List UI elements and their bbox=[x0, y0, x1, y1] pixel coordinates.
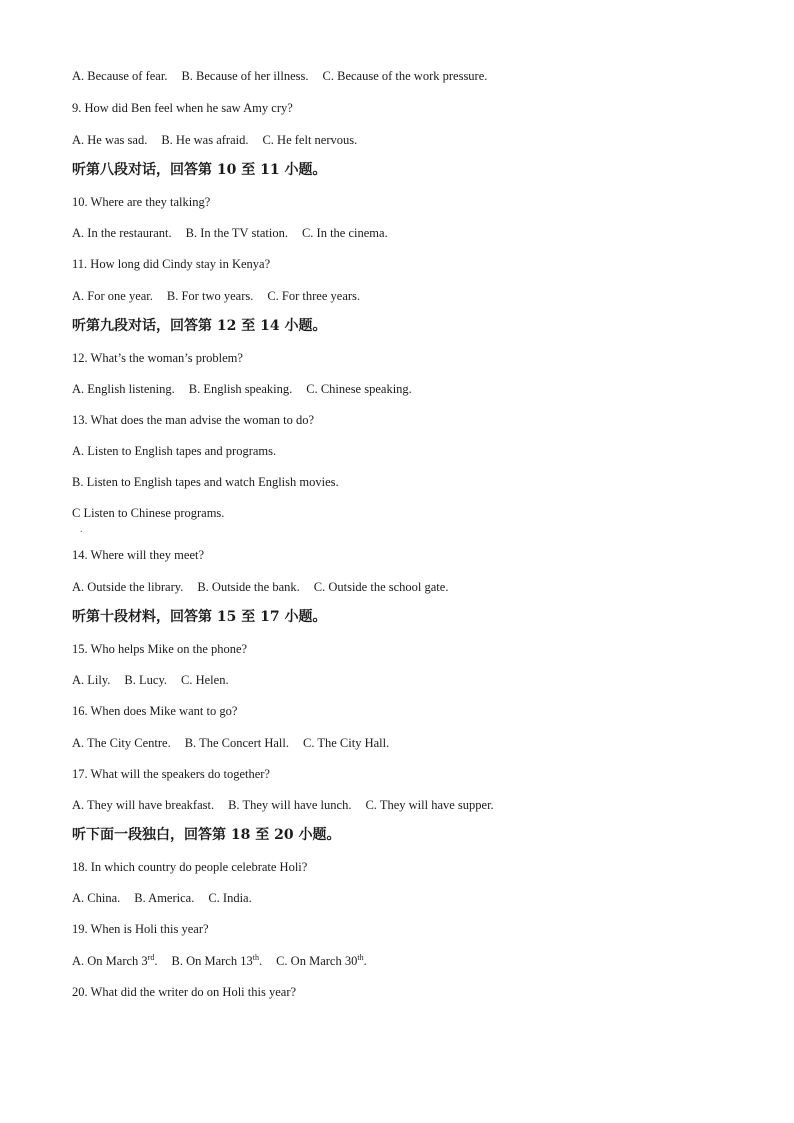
answer-option: C. India. bbox=[208, 891, 252, 905]
option-punct: . bbox=[258, 954, 263, 968]
answer-option: B. America. bbox=[134, 891, 195, 905]
question-text: 20. What did the writer do on Holi this year? bbox=[72, 985, 297, 999]
answer-options bbox=[72, 953, 754, 969]
answer-option: B. Outside the bank. bbox=[197, 580, 300, 594]
answer-options bbox=[72, 672, 754, 688]
answer-option: A. The City Centre. bbox=[72, 736, 171, 750]
option-text: C. On March 30 bbox=[276, 954, 358, 968]
section-heading: 听第十段材料，回答第 15 至 17 小题。 bbox=[72, 609, 327, 625]
answer-option: C. Chinese speaking. bbox=[306, 382, 412, 396]
answer-options bbox=[72, 288, 754, 304]
answer-option: B. English speaking. bbox=[188, 382, 293, 396]
answer-option: A. He was sad. bbox=[72, 133, 148, 147]
question-text: 15. Who helps Mike on the phone? bbox=[72, 642, 248, 656]
answer-options bbox=[72, 735, 754, 751]
answer-option: C. Because of the work pressure. bbox=[322, 69, 488, 83]
answer-option: A. Because of fear. bbox=[72, 69, 168, 83]
question-text: 10. Where are they talking? bbox=[72, 195, 211, 209]
answer-options bbox=[72, 474, 754, 490]
answer-option: C. They will have supper. bbox=[365, 798, 494, 812]
answer-option: A. China. bbox=[72, 891, 121, 905]
answer-option: C. The City Hall. bbox=[302, 736, 390, 750]
answer-options bbox=[72, 579, 754, 595]
answer-option: C. Outside the school gate. bbox=[313, 580, 449, 594]
answer-option: A. Lily. bbox=[72, 673, 111, 687]
section-heading: 听下面一段独白，回答第 18 至 20 小题。 bbox=[72, 827, 341, 843]
option-text: A. On March 3 bbox=[72, 954, 148, 968]
answer-option: C. For three years. bbox=[267, 289, 361, 303]
question-text: 12. What’s the woman’s problem? bbox=[72, 351, 243, 365]
stray-mark: . bbox=[80, 524, 83, 535]
answer-option: B. Listen to English tapes and watch English movies. bbox=[72, 475, 339, 489]
answer-option bbox=[276, 954, 367, 968]
answer-option: C Listen to Chinese programs. bbox=[72, 506, 225, 520]
option-text: B. On March 13 bbox=[171, 954, 253, 968]
ordinal-suffix: rd bbox=[147, 952, 155, 962]
question-text: 11. How long did Cindy stay in Kenya? bbox=[72, 257, 271, 271]
answer-option: B. For two years. bbox=[166, 289, 254, 303]
question-text: 9. How did Ben feel when he saw Amy cry? bbox=[72, 101, 293, 115]
answer-option: B. He was afraid. bbox=[161, 133, 249, 147]
ordinal-suffix: th bbox=[252, 952, 259, 962]
option-punct: . bbox=[154, 954, 158, 968]
answer-option: A. They will have breakfast. bbox=[72, 798, 215, 812]
answer-option: B. They will have lunch. bbox=[228, 798, 352, 812]
answer-option: B. In the TV station. bbox=[185, 226, 288, 240]
question-text: 17. What will the speakers do together? bbox=[72, 767, 270, 781]
answer-option: B. The Concert Hall. bbox=[184, 736, 289, 750]
answer-options bbox=[72, 381, 754, 397]
answer-option: A. Listen to English tapes and programs. bbox=[72, 444, 277, 458]
section-heading: 听第八段对话，回答第 10 至 11 小题。 bbox=[72, 162, 327, 178]
answer-options bbox=[72, 225, 754, 241]
question-text: 16. When does Mike want to go? bbox=[72, 704, 238, 718]
answer-option: C. Helen. bbox=[181, 673, 229, 687]
answer-option: A. For one year. bbox=[72, 289, 153, 303]
question-text: 13. What does the man advise the woman to do? bbox=[72, 413, 315, 427]
answer-option: B. Because of her illness. bbox=[181, 69, 309, 83]
answer-option: A. In the restaurant. bbox=[72, 226, 172, 240]
section-heading: 听第九段对话，回答第 12 至 14 小题。 bbox=[72, 318, 327, 334]
option-punct: . bbox=[363, 954, 367, 968]
answer-options bbox=[72, 505, 754, 521]
answer-option: C. He felt nervous. bbox=[262, 133, 358, 147]
answer-options bbox=[72, 797, 754, 813]
answer-options bbox=[72, 443, 754, 459]
answer-options bbox=[72, 68, 754, 84]
ordinal-suffix: th bbox=[357, 952, 364, 962]
question-text: 19. When is Holi this year? bbox=[72, 922, 209, 936]
answer-option: A. Outside the library. bbox=[72, 580, 184, 594]
answer-options bbox=[72, 132, 754, 148]
answer-options bbox=[72, 890, 754, 906]
answer-option: A. English listening. bbox=[72, 382, 175, 396]
question-text: 18. In which country do people celebrate Holi? bbox=[72, 860, 308, 874]
answer-option bbox=[171, 954, 262, 968]
question-text: 14. Where will they meet? bbox=[72, 548, 205, 562]
answer-option: B. Lucy. bbox=[124, 673, 168, 687]
answer-option bbox=[72, 954, 157, 968]
answer-option: C. In the cinema. bbox=[301, 226, 388, 240]
